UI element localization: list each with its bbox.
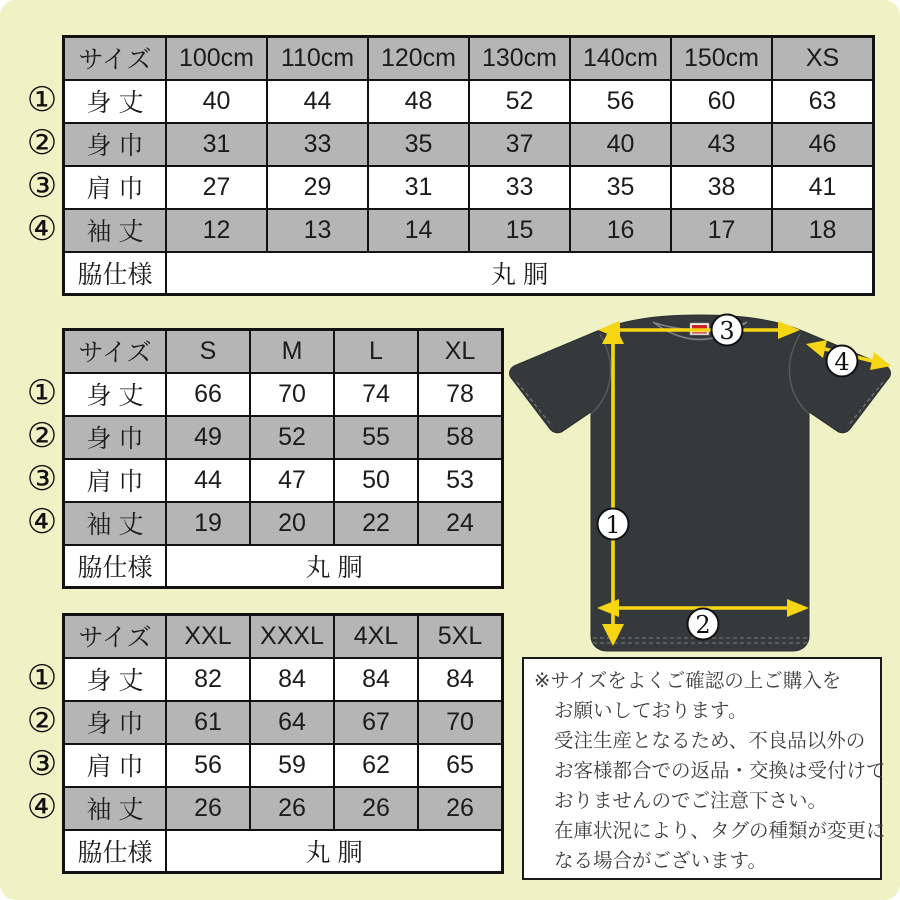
size-column-header: 110cm: [267, 37, 368, 80]
size-header-label: サイズ: [64, 615, 167, 658]
size-column-header: 120cm: [368, 37, 469, 80]
measurement-cell: 64: [250, 701, 334, 744]
measurements-table: [62, 613, 504, 874]
measurement-cell: 60: [671, 80, 772, 123]
footer-label: 脇仕様: [64, 545, 167, 588]
measurement-cell: 24: [418, 502, 503, 545]
footer-label: 脇仕様: [64, 252, 167, 295]
measurement-cell: 31: [368, 166, 469, 209]
measurement-cell: 37: [469, 123, 570, 166]
row-label: 肩 巾: [64, 166, 167, 209]
measurement-cell: 52: [469, 80, 570, 123]
measurement-cell: 13: [267, 209, 368, 252]
tshirt-illustration: [505, 308, 895, 656]
row-number-badge: ③: [26, 165, 58, 206]
row-label: 肩 巾: [64, 744, 167, 787]
measurement-cell: 15: [469, 209, 570, 252]
size-column-header: 4XL: [334, 615, 418, 658]
measurement-cell: 62: [334, 744, 418, 787]
callout-3: [712, 315, 743, 346]
size-column-header: XL: [418, 330, 503, 373]
size-column-header: 140cm: [570, 37, 671, 80]
measurement-cell: 82: [166, 658, 250, 701]
measurement-cell: 48: [368, 80, 469, 123]
row-number-badge: ③: [26, 743, 58, 784]
row-number-badge: ④: [26, 208, 58, 249]
size-column-header: 130cm: [469, 37, 570, 80]
notice-line: お願いしております。: [554, 700, 748, 722]
row-number-badges: [22, 35, 62, 250]
row-number-badge: ①: [26, 657, 58, 698]
size-column-header: S: [166, 330, 250, 373]
row-number-badge: ②: [26, 700, 58, 741]
size-column-header: XXL: [166, 615, 250, 658]
notice-line: なる場合がございます。: [554, 850, 767, 872]
measurement-cell: 65: [418, 744, 503, 787]
size-column-header: L: [334, 330, 418, 373]
tshirt-measurement-diagram: [505, 308, 895, 656]
measurement-cell: 40: [166, 80, 267, 123]
measurement-cell: 55: [334, 416, 418, 459]
measurement-cell: 84: [418, 658, 503, 701]
measurement-cell: 20: [250, 502, 334, 545]
size-column-header: 5XL: [418, 615, 503, 658]
measurement-cell: 29: [267, 166, 368, 209]
row-label: 袖 丈: [64, 502, 167, 545]
row-number-badge: ①: [26, 79, 58, 120]
measurement-cell: 56: [166, 744, 250, 787]
row-label: 身 丈: [64, 80, 167, 123]
size-table-kids: [22, 35, 875, 296]
measurement-cell: 41: [772, 166, 874, 209]
measurement-cell: 70: [418, 701, 503, 744]
measurement-cell: 19: [166, 502, 250, 545]
footer-value: 丸 胴: [166, 252, 874, 295]
measurement-cell: 59: [250, 744, 334, 787]
measurement-cell: 70: [250, 373, 334, 416]
callout-2-number: 2: [695, 611, 711, 639]
measurement-cell: 17: [671, 209, 772, 252]
row-number-badge: ①: [26, 372, 58, 413]
measurements-table: [62, 328, 504, 589]
measurement-cell: 61: [166, 701, 250, 744]
row-number-badges: [22, 613, 62, 828]
callout-1: [598, 509, 629, 540]
footer-value: 丸 胴: [166, 830, 503, 873]
row-number-badge: ②: [26, 122, 58, 163]
measurement-cell: 18: [772, 209, 874, 252]
notice-line: お客様都合での返品・交換は受付けて: [554, 760, 886, 782]
row-label: 身 巾: [64, 416, 167, 459]
callout-2: [688, 609, 719, 640]
callout-4: [827, 346, 858, 377]
row-label: 身 巾: [64, 701, 167, 744]
measurement-cell: 26: [250, 787, 334, 830]
size-column-header: M: [250, 330, 334, 373]
size-table-adult: [22, 328, 504, 589]
callout-4-number: 4: [834, 348, 850, 376]
size-header-label: サイズ: [64, 330, 167, 373]
measurement-cell: 74: [334, 373, 418, 416]
size-table-big: [22, 613, 504, 874]
measurement-cell: 44: [166, 459, 250, 502]
measurement-cell: 33: [267, 123, 368, 166]
row-number-badge: ②: [26, 415, 58, 456]
callout-1-number: 1: [605, 511, 621, 539]
measurement-cell: 78: [418, 373, 503, 416]
measurement-cell: 31: [166, 123, 267, 166]
measurement-cell: 40: [570, 123, 671, 166]
row-number-badge: ③: [26, 458, 58, 499]
row-number-badge: ④: [26, 786, 58, 827]
measurement-cell: 44: [267, 80, 368, 123]
row-label: 身 巾: [64, 123, 167, 166]
row-label: 身 丈: [64, 373, 167, 416]
notice-box: [522, 657, 886, 880]
measurement-cell: 56: [570, 80, 671, 123]
size-column-header: 100cm: [166, 37, 267, 80]
measurement-cell: 26: [166, 787, 250, 830]
callout-3-number: 3: [719, 317, 735, 345]
row-label: 身 丈: [64, 658, 167, 701]
measurement-cell: 66: [166, 373, 250, 416]
measurement-cell: 14: [368, 209, 469, 252]
row-label: 袖 丈: [64, 787, 167, 830]
measurement-cell: 26: [418, 787, 503, 830]
measurements-table: [62, 35, 875, 296]
measurement-cell: 43: [671, 123, 772, 166]
measurement-cell: 53: [418, 459, 503, 502]
measurement-cell: 47: [250, 459, 334, 502]
notice-line: ※サイズをよくご確認の上ご購入を: [534, 670, 842, 692]
size-column-header: XS: [772, 37, 874, 80]
row-label: 袖 丈: [64, 209, 167, 252]
size-header-label: サイズ: [64, 37, 167, 80]
measurement-cell: 27: [166, 166, 267, 209]
notice-line: 受注生産となるため、不良品以外の: [554, 730, 866, 752]
size-column-header: 150cm: [671, 37, 772, 80]
measurement-cell: 35: [570, 166, 671, 209]
measurement-cell: 49: [166, 416, 250, 459]
measurement-cell: 84: [334, 658, 418, 701]
measurement-cell: 22: [334, 502, 418, 545]
measurement-cell: 35: [368, 123, 469, 166]
measurement-cell: 16: [570, 209, 671, 252]
row-number-badges: [22, 328, 62, 543]
measurement-cell: 67: [334, 701, 418, 744]
row-number-badge: ④: [26, 501, 58, 542]
notice-line: 在庫状況により、タグの種類が変更に: [554, 820, 886, 842]
measurement-cell: 50: [334, 459, 418, 502]
measurement-cell: 63: [772, 80, 874, 123]
footer-label: 脇仕様: [64, 830, 167, 873]
row-label: 肩 巾: [64, 459, 167, 502]
notice-line: おりませんのでご注意下さい。: [554, 790, 828, 812]
measurement-cell: 84: [250, 658, 334, 701]
size-column-header: XXXL: [250, 615, 334, 658]
measurement-cell: 33: [469, 166, 570, 209]
measurement-cell: 58: [418, 416, 503, 459]
footer-value: 丸 胴: [166, 545, 503, 588]
measurement-cell: 26: [334, 787, 418, 830]
measurement-cell: 12: [166, 209, 267, 252]
measurement-cell: 38: [671, 166, 772, 209]
measurement-cell: 52: [250, 416, 334, 459]
measurement-cell: 46: [772, 123, 874, 166]
